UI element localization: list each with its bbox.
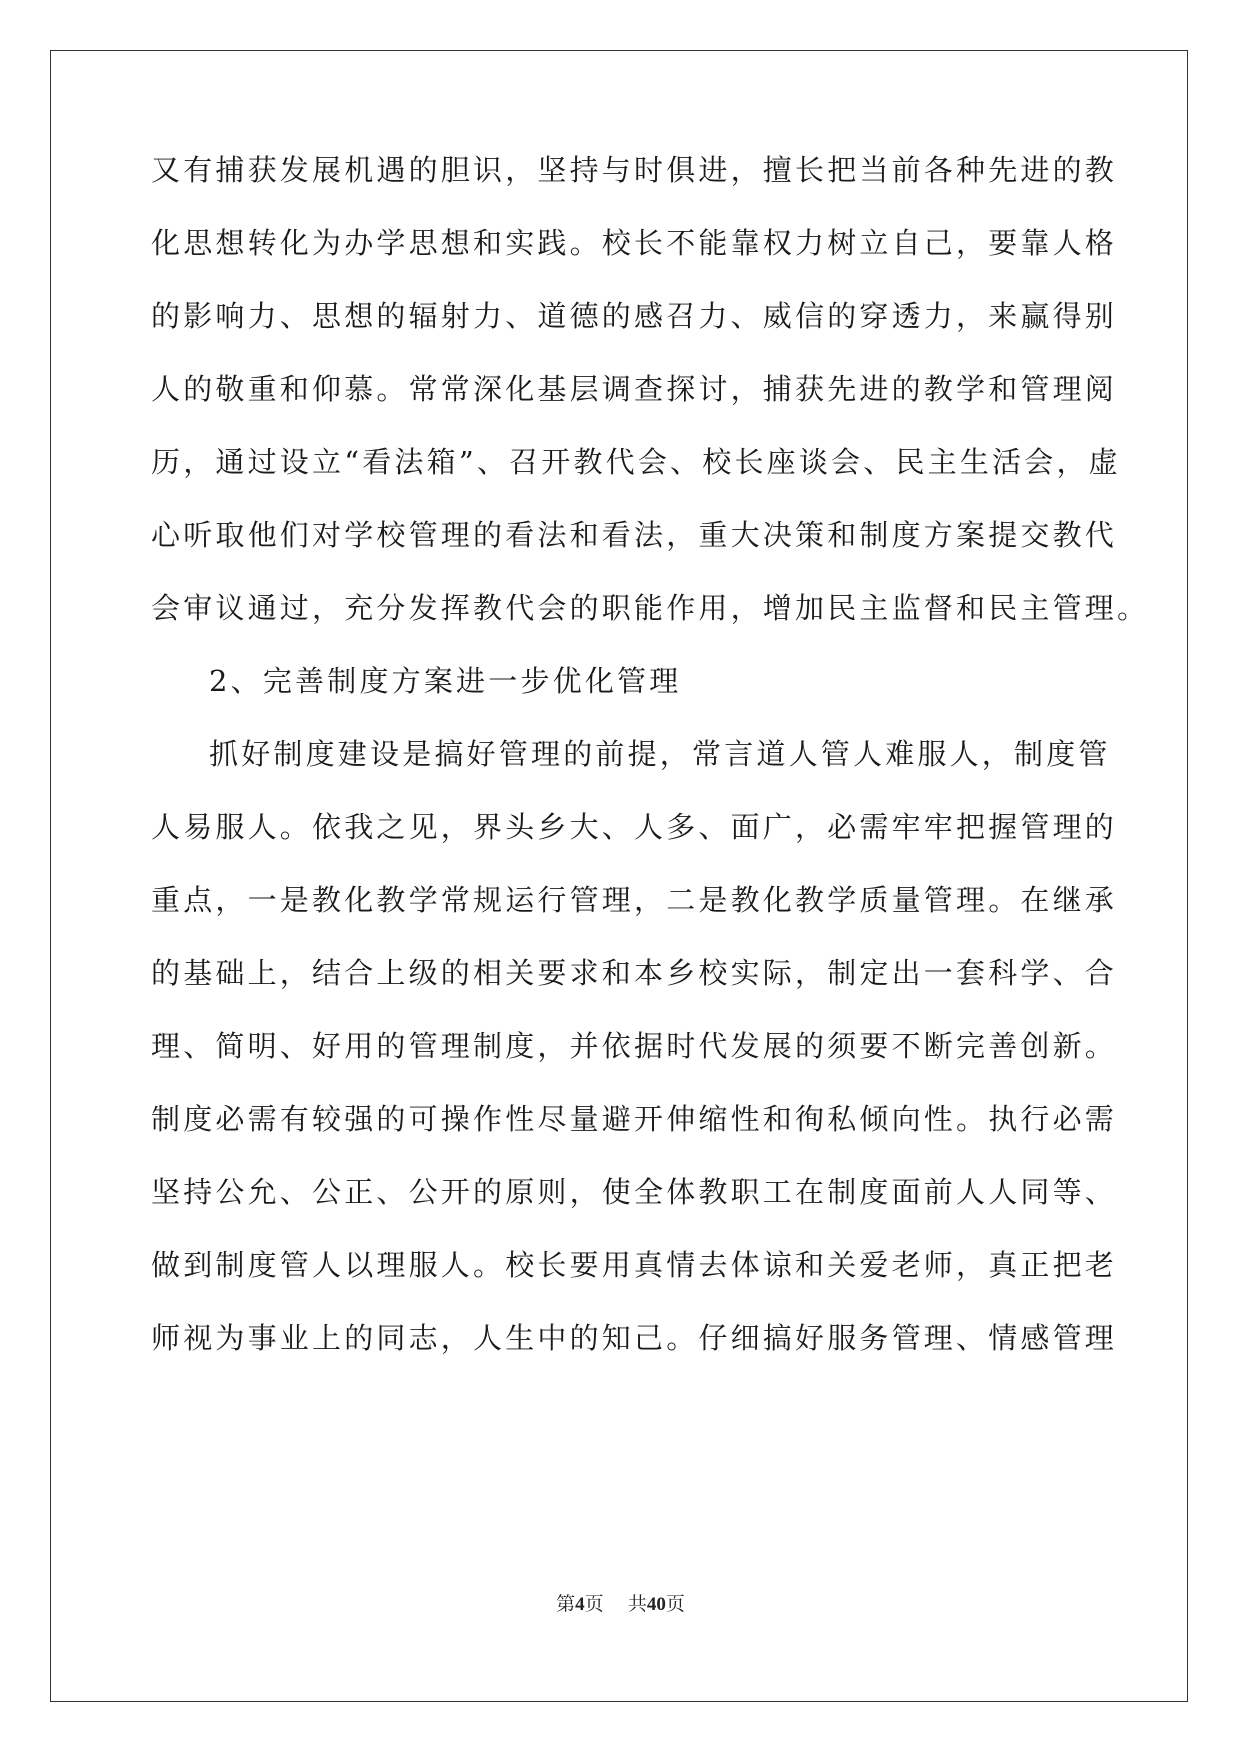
body-line-3: 的影响力、思想的辐射力、道德的感召力、威信的穿透力，来赢得别: [151, 299, 1118, 333]
total-suffix: 页: [665, 1593, 685, 1615]
body-line-1: 又有捕获发展机遇的胆识，坚持与时俱进，擅长把当前各种先进的教: [151, 153, 1118, 187]
body-line-6: 心听取他们对学校管理的看法和看法，重大决策和制度方案提交教代: [151, 518, 1118, 552]
current-page-number: 4: [575, 1594, 585, 1615]
body-line-16: 做到制度管人以理服人。校长要用真情去体谅和关爱老师，真正把老: [151, 1248, 1118, 1282]
body-line-15: 坚持公允、公正、公开的原则，使全体教职工在制度面前人人同等、: [151, 1175, 1118, 1209]
body-line-11: 重点，一是教化教学常规运行管理，二是教化教学质量管理。在继承: [151, 883, 1118, 917]
total-page-count: 40: [646, 1594, 666, 1615]
page-suffix: 页: [584, 1593, 604, 1615]
section-heading: 2、完善制度方案进一步优化管理: [209, 664, 682, 698]
body-line-2: 化思想转化为办学思想和实践。校长不能靠权力树立自己，要靠人格: [151, 226, 1118, 260]
total-prefix: 共: [627, 1593, 647, 1615]
body-line-12: 的基础上，结合上级的相关要求和本乡校实际，制定出一套科学、合: [151, 956, 1118, 990]
body-line-13: 理、简明、好用的管理制度，并依据时代发展的须要不断完善创新。: [151, 1029, 1118, 1063]
page-number-footer: [0, 1592, 1241, 1617]
body-line-9: 抓好制度建设是搞好管理的前提，常言道人管人难服人，制度管: [209, 737, 1111, 771]
body-line-10: 人易服人。依我之见，界头乡大、人多、面广，必需牢牢把握管理的: [151, 810, 1118, 844]
body-line-7: 会审议通过，充分发挥教代会的职能作用，增加民主监督和民主管理。: [151, 591, 1150, 625]
body-line-5: 历，通过设立“看法箱”、召开教代会、校长座谈会、民主生活会，虚: [151, 445, 1121, 479]
body-line-4: 人的敬重和仰慕。常常深化基层调查探讨，捕获先进的教学和管理阅: [151, 372, 1118, 406]
page-prefix: 第: [556, 1593, 576, 1615]
body-line-14: 制度必需有较强的可操作性尽量避开伸缩性和徇私倾向性。执行必需: [151, 1102, 1118, 1136]
body-line-17: 师视为事业上的同志，人生中的知己。仔细搞好服务管理、情感管理: [151, 1321, 1118, 1355]
